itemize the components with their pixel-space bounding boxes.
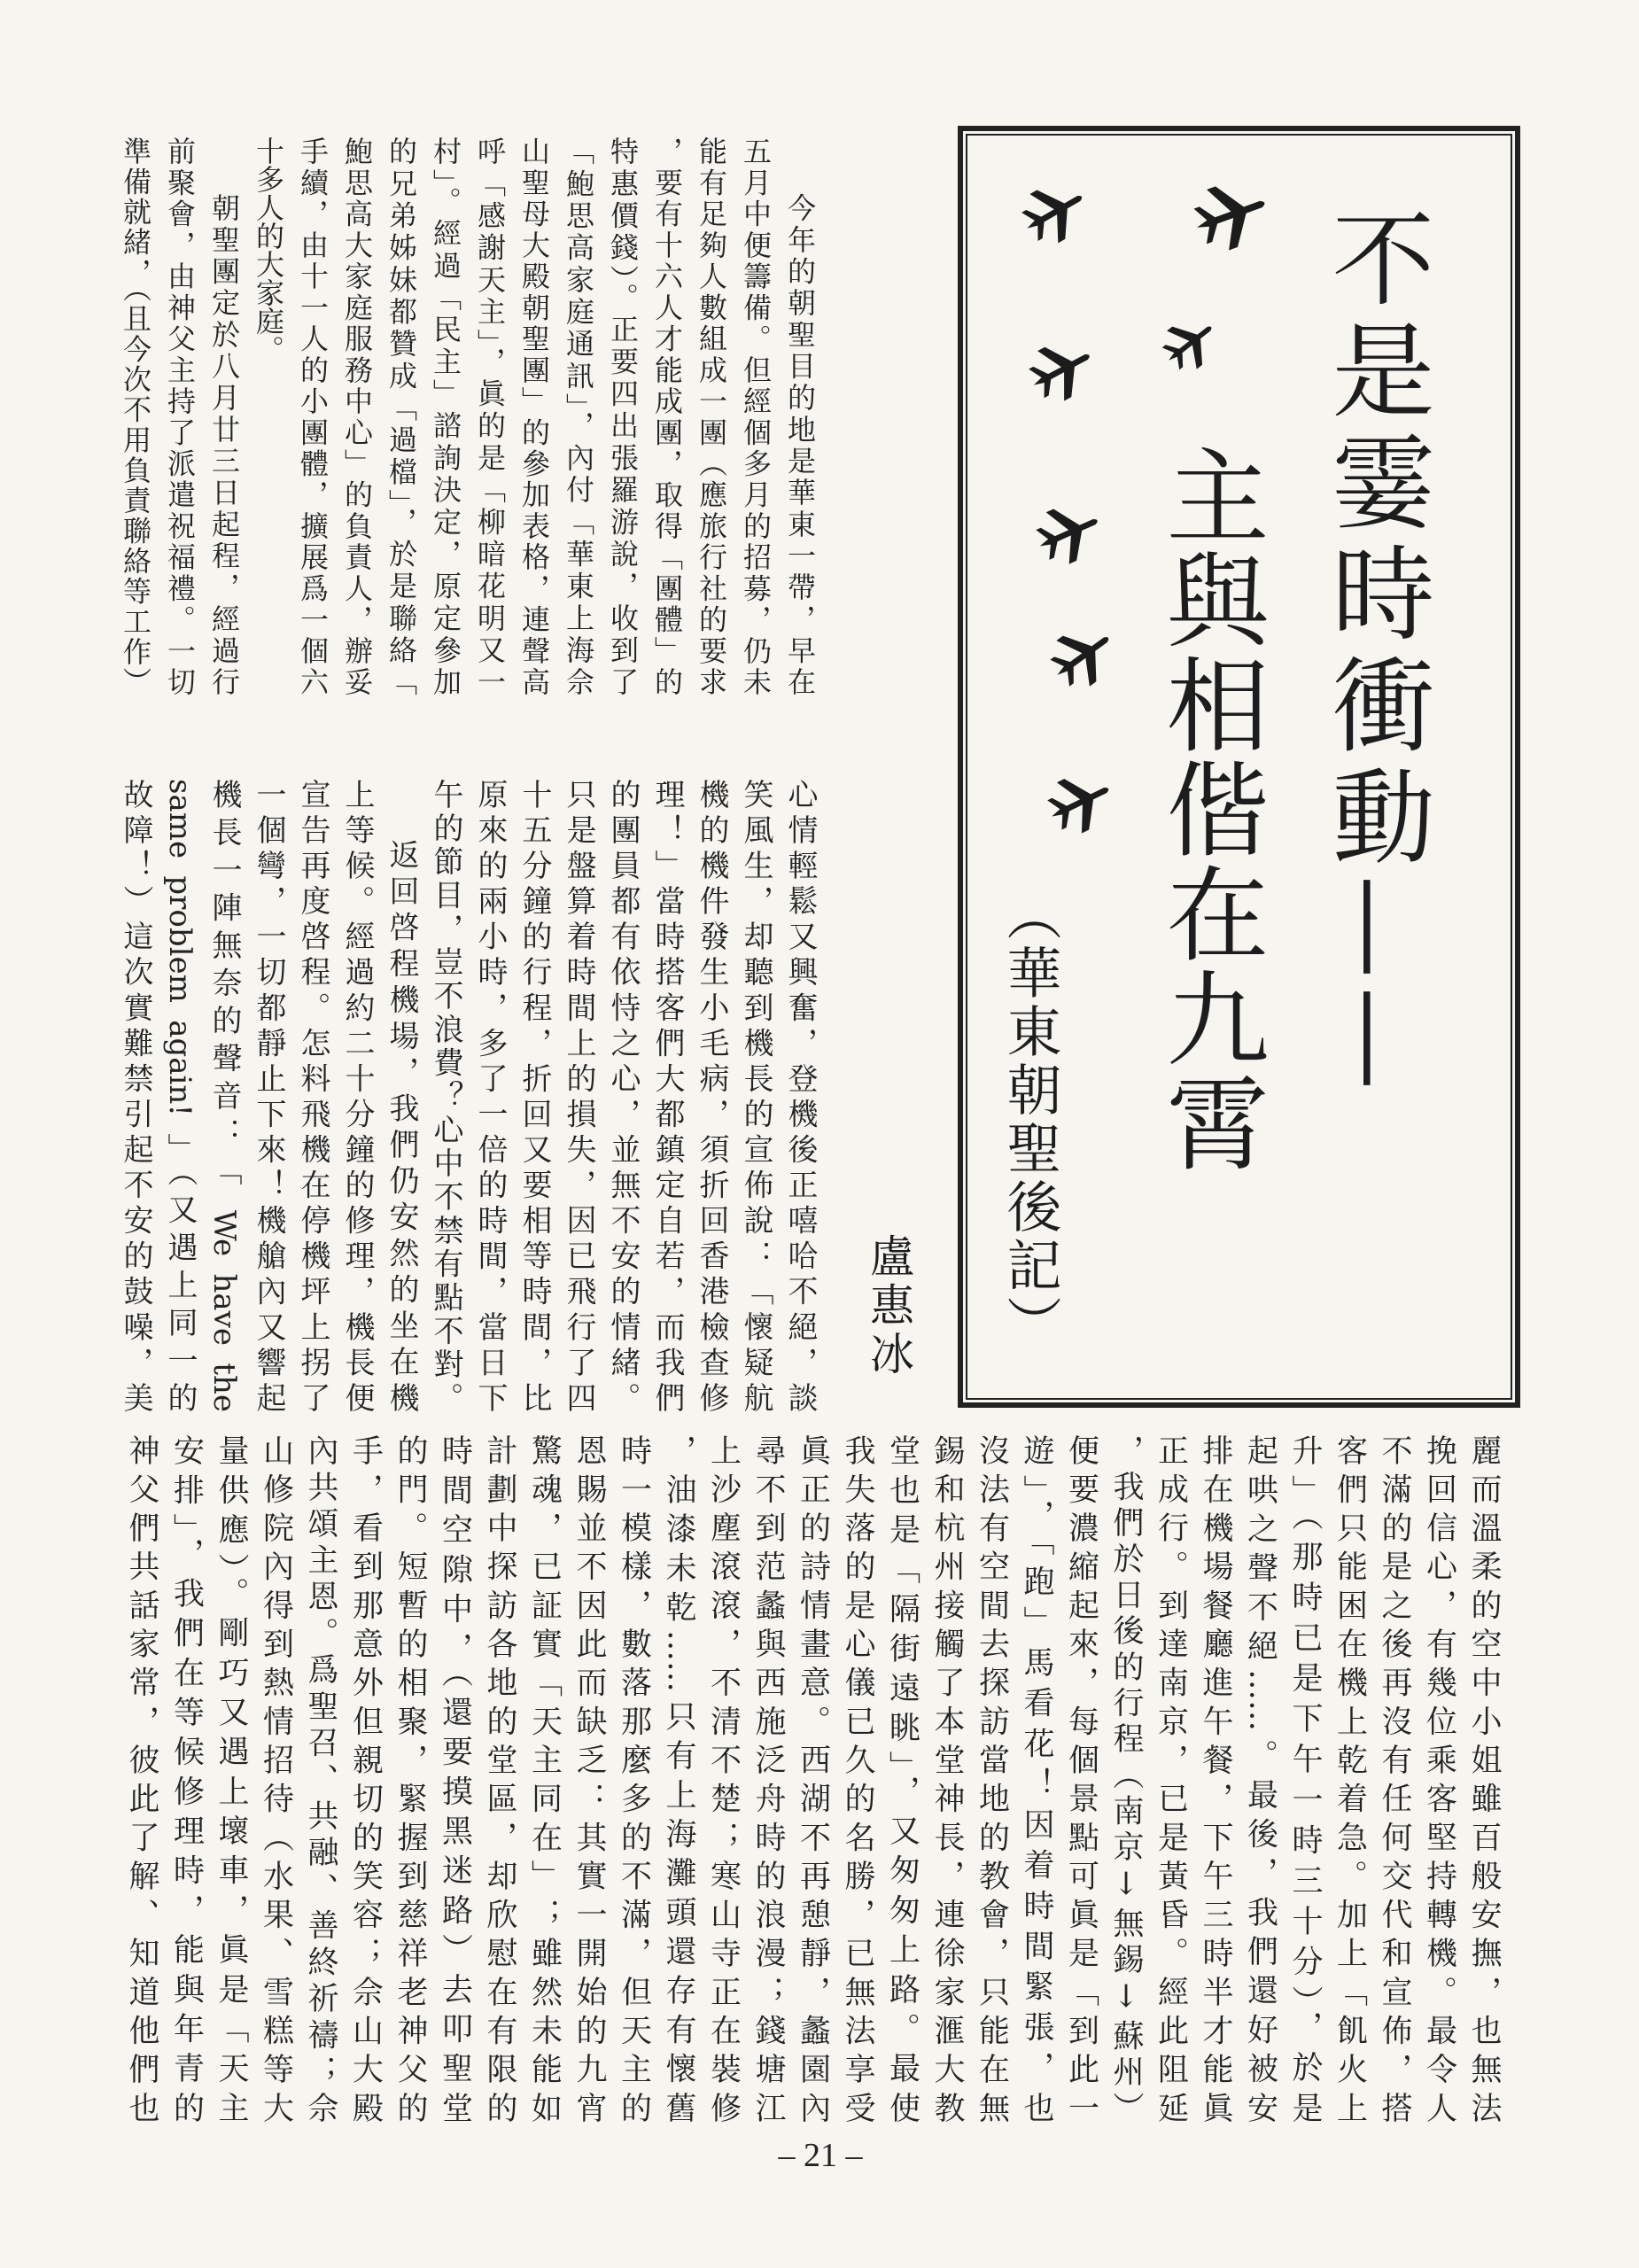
text-column: 準備就緒，（且今次不用負責聯絡等工作）: [119, 136, 152, 695]
text-column: 山聖母大殿朝聖團」的參加表格，連聲高: [517, 136, 551, 695]
text-column: ，要有十六人才能成團，取得「團體」的: [650, 136, 684, 695]
text-column: 麗而溫柔的空中小姐雖百般安撫，也無法: [1466, 1434, 1502, 2123]
text-column: 升」（那時已是下午一時三十分），於是: [1287, 1434, 1323, 2123]
text-column: 原來的兩小時，多了一倍的時間，當日下: [472, 779, 508, 1412]
article-title-line-2: 主與相偕在九霄: [1149, 443, 1269, 1175]
article-title-line-1: 不是霎時衝動——: [1315, 206, 1434, 1099]
text-column: 驚魂，已証實「天主同在」；雖然未能如: [526, 1434, 563, 2123]
text-column: 今年的朝聖目的地是華東一帶，早在: [783, 193, 817, 695]
text-column: 上沙塵滾滾，不清不楚；寒山寺正在裝修: [705, 1434, 742, 2123]
text-column: 故障！）這次實難禁引起不安的鼓噪，美: [118, 779, 153, 1412]
text-block-top: [113, 136, 822, 695]
text-column: 上等候。經過約二十分鐘的修理，機長便: [339, 779, 375, 1412]
text-column: 正成行。到達南京，已是黃昏。經此阻延: [1153, 1434, 1189, 2123]
text-column: 量供應）。剛巧又遇上壞車，眞是「天主: [214, 1434, 249, 2123]
author-name: 盧惠冰: [863, 1233, 914, 1379]
text-column: 起哄之聲不絕……。最後，我們還好被安: [1242, 1434, 1278, 2123]
text-column: 村」。經過「民主」諮詢決定，原定參加: [429, 136, 462, 695]
text-column: 的團員都有依恃之心，並無不安的情緒。: [605, 779, 641, 1412]
text-column: 朝聖團定於八月廿三日起程，經過行: [207, 193, 241, 695]
text-column: 只是盤算着時間上的損失，因已飛行了四: [561, 779, 596, 1412]
text-column: 一個彎，一切都靜止下來！機艙內又響起: [251, 779, 286, 1412]
text-column: 機長一陣無奈的聲音：「 We have the: [206, 779, 242, 1412]
text-column: 神父們共話家常，彼此了解、知道他們也: [124, 1434, 159, 2123]
text-column: 山修院內得到熱情招待（水果、雪糕等大: [258, 1434, 294, 2123]
text-column: 我失落的是心儀已久的名勝，已無法享受: [840, 1434, 875, 2123]
text-column: 時間空隙中，（還要摸黑迷路）去叩聖堂: [437, 1434, 473, 2123]
text-column: 內共頌主恩。爲聖召、共融、善終祈禱；佘: [303, 1434, 338, 2123]
text-column: 笑風生，却聽到機長的宣佈說：「懷疑航: [738, 779, 773, 1412]
text-column: 五月中便籌備。但經個多月的招募，仍未: [739, 136, 773, 695]
text-column: ，油漆未乾……只有上海灘頭還存有懷舊: [661, 1434, 696, 2123]
text-column: 宣告再度啓程。怎料飛機在停機坪上拐了: [295, 779, 330, 1412]
text-column: 錫和杭州接觸了本堂神長，連徐家滙大教: [929, 1434, 965, 2123]
text-column: 「鮑思高家庭通訊」，內付「華東上海佘: [562, 136, 595, 695]
text-column: 午的節目，豈不浪費？心中不禁有點不對。: [428, 779, 463, 1412]
text-column: 不滿的是之後再沒有任何交代和宣佈，搭: [1377, 1434, 1412, 2123]
text-column: 手，看到那意外但親切的笑容；佘山大殿: [347, 1434, 384, 2123]
text-column: 能有足夠人數組成一團（應旅行社的要求: [695, 136, 728, 695]
text-column: 前聚會，由神父主持了派遣祝福禮。一切: [163, 136, 197, 695]
text-column: 心情輕鬆又興奮，登機後正嘻哈不絕，談: [782, 779, 818, 1412]
text-column: 時一模樣，數落那麼多的不滿，但天主的: [616, 1434, 652, 2123]
text-column: 十多人的大家庭。: [252, 136, 285, 363]
text-column: 特惠價錢）。正要四出張羅游說，收到了: [606, 136, 640, 695]
text-column: 眞正的詩情畫意。西湖不再憩靜，蠡園內: [795, 1434, 831, 2123]
text-column: 客們只能困在機上乾着急。加上「飢火上: [1332, 1434, 1368, 2123]
page-number: – 21 –: [778, 2137, 863, 2174]
text-column: 尋不到范蠡與西施泛舟時的浪漫；錢塘江: [750, 1434, 786, 2123]
text-column: 的門。短暫的相聚，緊握到慈祥老神父的: [392, 1434, 428, 2123]
text-column: 挽回信心，有幾位乘客堅持轉機。最令人: [1421, 1434, 1457, 2123]
text-column: 鮑思高大家庭服務中心」的負責人，辦妥: [340, 136, 374, 695]
text-column: 堂也是「隔街遠眺」，又匆匆上路。最使: [884, 1434, 920, 2123]
text-column: 便要濃縮起來，每個景點可眞是「到此一: [1063, 1434, 1099, 2123]
text-block-middle: [113, 779, 822, 1412]
text-column: 恩賜並不因此而缺乏：其實一開始的九宵: [571, 1434, 607, 2123]
text-column: 安排」，我們在等候修理時，能與年青的: [168, 1434, 205, 2123]
text-column: 排在機場餐廳進午餐，下午三時半才能眞: [1198, 1434, 1233, 2123]
text-column: 十五分鐘的行程，折回又要相等時間，比: [517, 779, 552, 1412]
text-column: 呼「感謝天主」，眞的是「柳暗花明又一: [473, 136, 507, 695]
text-block-bottom: [119, 1434, 1506, 2123]
text-column: 的兄弟姊妹都贊成「過檔」，於是聯絡「: [385, 136, 418, 695]
text-column: ，我們於日後的行程（南京↓無錫↓蘇州）: [1108, 1434, 1144, 2124]
text-column: 沒法有空間去探訪當地的教會，只能在無: [974, 1434, 1010, 2123]
text-column: 手續，由十一人的小團體，擴展爲一個六: [296, 136, 330, 695]
article-subtitle: （華東朝聖後記）: [998, 886, 1062, 1354]
text-column: 遊」，「跑」馬看花！因着時間緊張，也: [1019, 1434, 1054, 2123]
text-column: 機的機件發生小毛病，須折回香港檢查修: [694, 779, 729, 1412]
text-column: 返回啓程機場，我們仍安然的坐在機: [384, 839, 419, 1412]
text-column: same problem again! 」（又遇上同一的: [162, 779, 198, 1412]
text-column: 理！」當時搭客們大都鎮定自若，而我們: [649, 779, 685, 1412]
text-column: 計劃中探訪各地的堂區，却欣慰在有限的: [482, 1434, 517, 2123]
